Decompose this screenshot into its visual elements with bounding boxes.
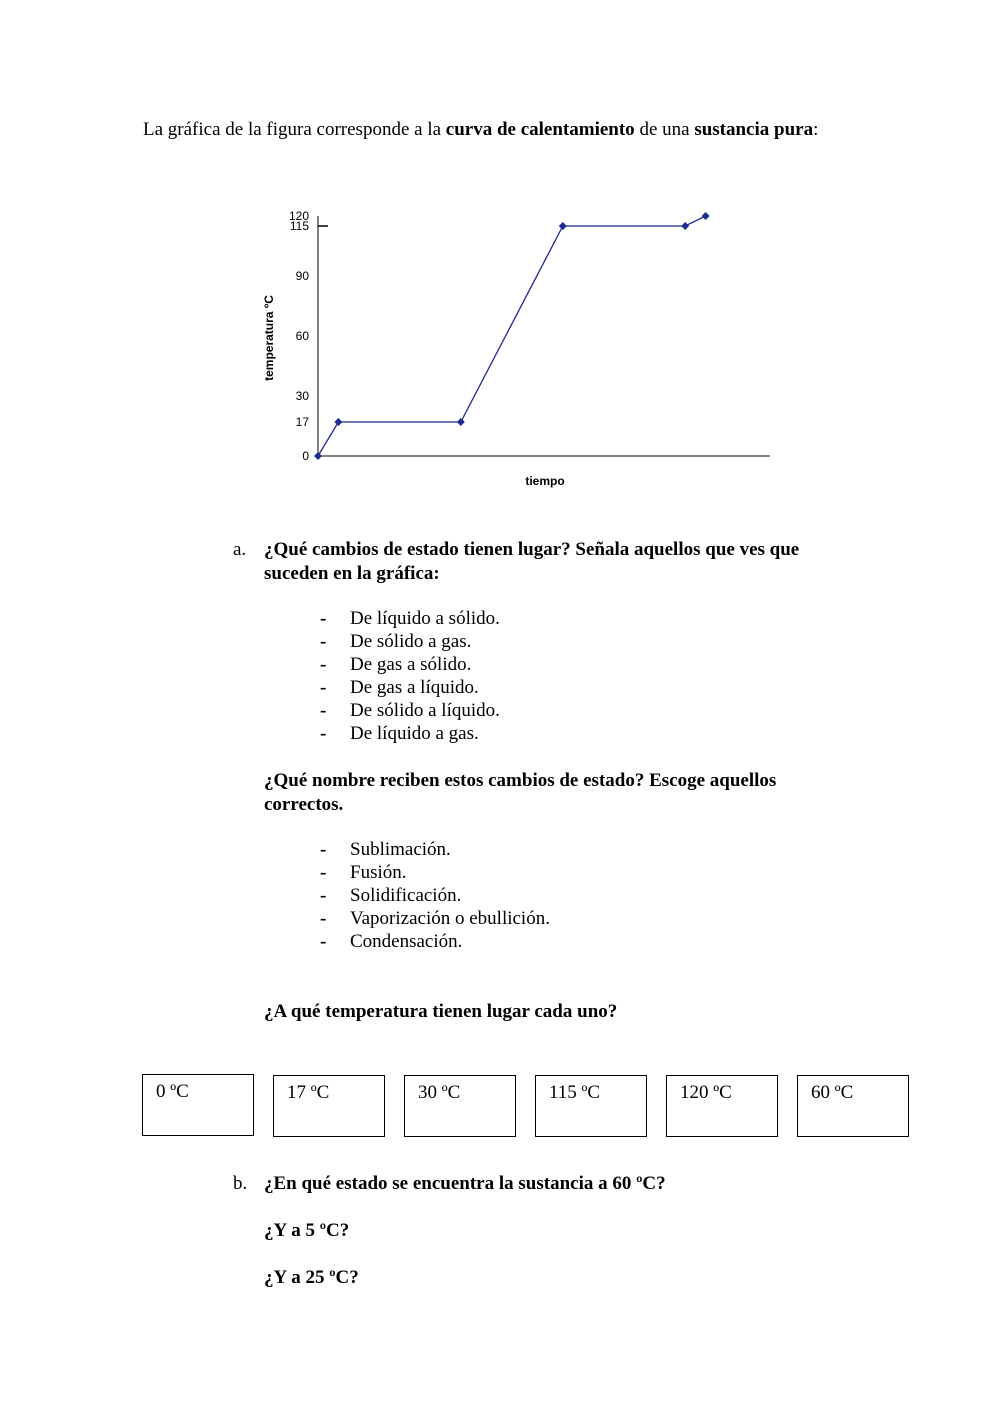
list-item: - De gas a líquido. (320, 676, 500, 699)
temperature-box-17[interactable]: 17 ºC (273, 1075, 385, 1137)
data-point (681, 222, 689, 230)
temperature-box-60[interactable]: 60 ºC (797, 1075, 909, 1137)
temperature-box-30[interactable]: 30 ºC (404, 1075, 516, 1137)
question-temperatures: ¿A qué temperatura tienen lugar cada uno? (264, 1001, 618, 1022)
list-item: - Solidificación. (320, 884, 550, 907)
question-state-at-25: ¿Y a 25 ºC? (264, 1267, 359, 1288)
y-tick-label-0: 0 (302, 449, 309, 463)
data-point (457, 418, 465, 426)
list-item: - De sólido a líquido. (320, 699, 500, 722)
heating-curve-chart (255, 200, 795, 500)
temperature-box-120[interactable]: 120 ºC (666, 1075, 778, 1137)
question-state-at-5: ¿Y a 5 ºC? (264, 1220, 350, 1241)
question-state-changes: ¿Qué cambios de estado tienen lugar? Señala aquellos que ves que suceden en la gráfica: (264, 539, 800, 584)
list-item: - De líquido a sólido. (320, 607, 500, 630)
section-b-label: b. (233, 1173, 248, 1194)
list-item: - De gas a sólido. (320, 653, 500, 676)
y-tick-label-90: 90 (295, 269, 309, 283)
intro-bold-pure-substance: sustancia pura (694, 119, 814, 140)
list-item: - De líquido a gas. (320, 722, 500, 745)
data-point (314, 452, 322, 460)
y-tick-label-30: 30 (295, 389, 309, 403)
y-axis-label: temperatura ºC (262, 295, 276, 381)
intro-text: : (813, 119, 819, 140)
list-item: - Vaporización o ebullición. (320, 907, 550, 930)
y-tick-label-115: 115 (289, 219, 309, 233)
data-point (702, 212, 710, 220)
data-point (559, 222, 567, 230)
intro-paragraph (143, 118, 843, 142)
temperature-box-0[interactable]: 0 ºC (142, 1074, 254, 1136)
section-a-label: a. (233, 539, 247, 560)
series-line (318, 216, 706, 456)
list-item: - Fusión. (320, 861, 550, 884)
y-tick-label-60: 60 (295, 329, 309, 343)
state-change-options (320, 607, 500, 745)
list-item: - Condensación. (320, 930, 550, 953)
data-point (334, 418, 342, 426)
list-item: - De sólido a gas. (320, 630, 500, 653)
change-name-options (320, 838, 550, 953)
question-change-names: ¿Qué nombre reciben estos cambios de estado? Escoge aquellos correctos. (264, 770, 777, 815)
question-state-at-60: ¿En qué estado se encuentra la sustancia a 60 ºC? (264, 1173, 666, 1194)
intro-bold-heating-curve: curva de calentamiento (445, 119, 635, 140)
intro-text: La gráfica de la figura corresponde a la (143, 119, 446, 140)
y-tick-label-120: 120 (288, 209, 309, 223)
temperature-box-115[interactable]: 115 ºC (535, 1075, 647, 1137)
y-tick-label-17: 17 (295, 415, 309, 429)
x-axis-label: tiempo (525, 474, 565, 488)
intro-text: de una (634, 119, 695, 140)
list-item: - Sublimación. (320, 838, 550, 861)
